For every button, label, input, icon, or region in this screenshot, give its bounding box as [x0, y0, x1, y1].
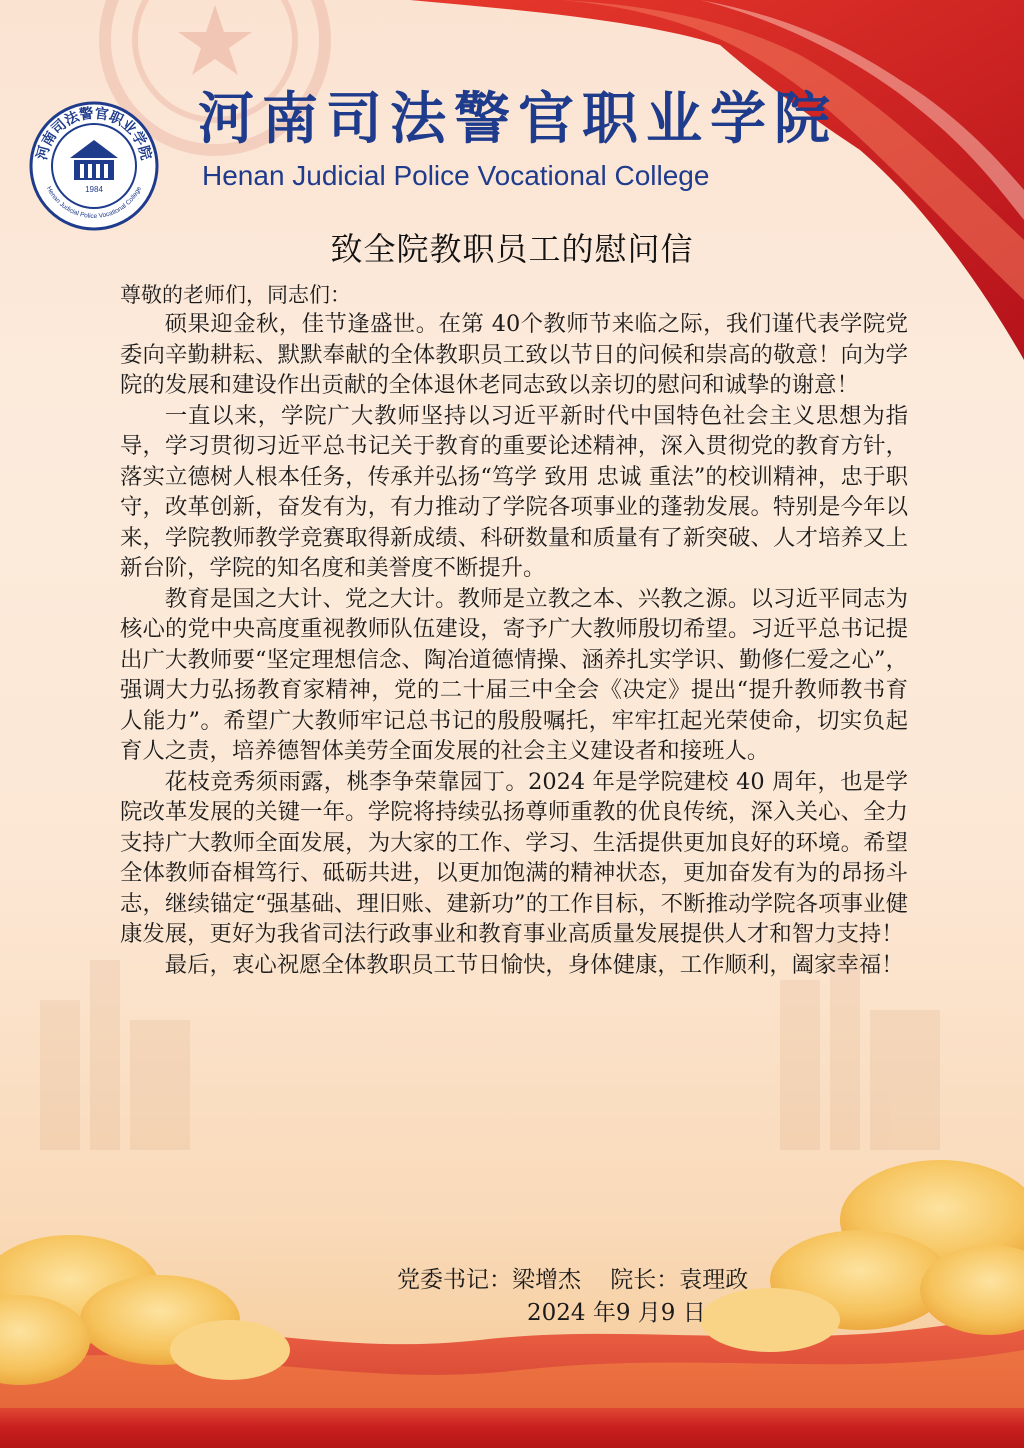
college-name-cn: 河南司法警官职业学院 [198, 87, 838, 152]
paragraph-1: 硕果迎金秋，佳节逢盛世。在第 40个教师节来临之际，我们谨代表学院党委向辛勤耕耘、默默奉献的全体教职员工致以节日的问候和崇高的敬意！向为学院的发展和建设作出贡献的全体退休老同志致以亲切的慰问和诚挚的谢意！ [120, 311, 908, 398]
paragraph-2: 一直以来，学院广大教师坚持以习近平新时代中国特色社会主义思想为指导，学习贯彻习近平总书记关于教育的重要论述精神，深入贯彻党的教育方针，落实立德树人根本任务，传承并弘扬“笃学 致用 忠诚 重法”的校训精神，忠于职守，改革创新，奋发有为，有力推动了学院各项事业的蓬勃发展。特别是今年以来，学院教师教学竞赛取得新成绩、科研数量和质量有了新突破、人才培养又上新台阶，学院的知名度和美誉度不断提升。 [120, 402, 908, 581]
bottom-red-band [0, 1408, 1024, 1448]
cloud-left [0, 1235, 290, 1385]
college-seal-logo [28, 100, 160, 232]
paragraph-5: 最后，衷心祝愿全体教职员工节日愉快，身体健康，工作顺利，阖家幸福！ [164, 951, 904, 978]
seal-text-en: Henan Judicial Police Vocational College [44, 185, 144, 221]
letter-body [120, 309, 908, 980]
letter-salutation: 尊敬的老师们，同志们： [120, 283, 351, 307]
letter-signature: 党委书记：梁增杰 院长：袁理政 [397, 1267, 749, 1293]
seal-year: 1984 [85, 185, 103, 194]
letter-title: 致全院教职员工的慰问信 [330, 230, 694, 268]
college-name-en: Henan Judicial Police Vocational College [202, 160, 710, 191]
paragraph-3: 教育是国之大计、党之大计。教师是立教之本、兴教之源。以习近平同志为核心的党中央高度重视教师队伍建设，寄予广大教师殷切希望。习近平总书记提出广大教师要“坚定理想信念、陶冶道德情操、涵养扎实学识、勤修仁爱之心”，强调大力弘扬教育家精神，党的二十届三中全会《决定》提出“提升教师教书育人能力”。希望广大教师牢记总书记的殷殷嘱托，牢牢扛起光荣使命，切实负起育人之责，培养德智体美劳全面发展的社会主义建设者和接班人。 [120, 585, 908, 764]
seal-text-cn: 河南司法警官职业学院 [34, 105, 154, 162]
paragraph-4: 花枝竞秀须雨露，桃李争荣靠园丁。2024 年是学院建校 40 周年，也是学院改革发展的关键一年。学院将持续弘扬尊师重教的优良传统，深入关心、全力支持广大教师全面发展，为大家的工作、学习、生活提供更加良好的环境。希望全体教师奋楫笃行、砥砺共进，以更加饱满的精神状态，更加奋发有为的昂扬斗志，继续锚定“强基础、理旧账、建新功”的工作目标，不断推动学院各项事业健康发展，更好为我省司法行政事业和教育事业高质量发展提供人才和智力支持！ [120, 768, 908, 947]
cloud-right [700, 1160, 1024, 1352]
letter-date: 2024 年9 月9 日 [527, 1300, 706, 1326]
